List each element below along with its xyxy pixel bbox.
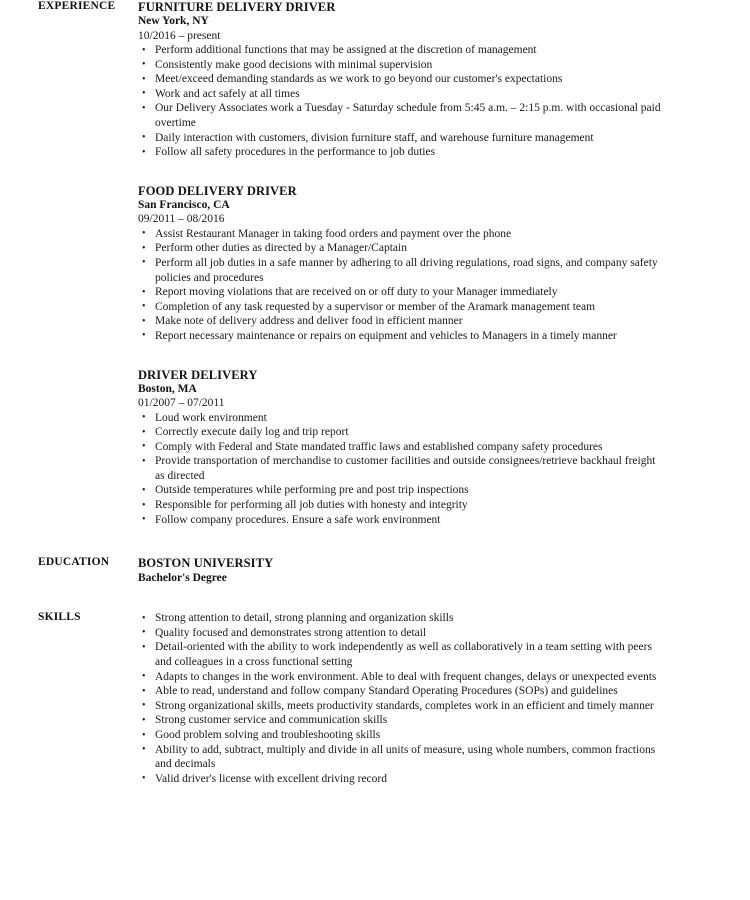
job-bullet: • Follow all safety procedures in the performance to job duties <box>138 145 665 160</box>
job-bullet-list <box>138 43 665 160</box>
experience-content <box>138 0 713 527</box>
skill-bullet: • Able to read, understand and follow company Standard Operating Procedures (SOPs) and guidelines <box>138 684 665 699</box>
job-bullet: • Correctly execute daily log and trip report <box>138 425 665 440</box>
job-bullet: • Follow company procedures. Ensure a safe work environment <box>138 513 665 528</box>
job-bullet: • Make note of delivery address and deliver food in efficient manner <box>138 314 665 329</box>
skill-bullet: • Good problem solving and troubleshooting skills <box>138 728 665 743</box>
job-bullet: • Provide transportation of merchandise to customer facilities and outside consignees/retrieve backhaul freight as directed <box>138 454 665 483</box>
job-entry <box>138 184 665 344</box>
job-bullet-list <box>138 227 665 344</box>
job-entry <box>138 0 665 160</box>
job-dates: 10/2016 – present <box>138 29 221 42</box>
job-title: FOOD DELIVERY DRIVER <box>138 183 297 198</box>
section-label-skills: SKILLS <box>38 611 81 624</box>
job-bullet-list <box>138 411 665 528</box>
education-school: BOSTON UNIVERSITY <box>138 556 274 571</box>
job-bullet: • Loud work environment <box>138 411 665 426</box>
job-bullet: • Report moving violations that are received on or off duty to your Manager immediately <box>138 285 665 300</box>
job-bullet: • Responsible for performing all job duties with honesty and integrity <box>138 498 665 513</box>
skills-bullet-list <box>138 611 665 786</box>
skill-bullet: • Valid driver's license with excellent driving record <box>138 772 665 787</box>
job-entry <box>138 368 665 528</box>
job-bullet: • Perform all job duties in a safe manner by adhering to all driving regulations, road signs, and company safety policies and procedures <box>138 256 665 285</box>
skill-bullet: • Strong attention to detail, strong planning and organization skills <box>138 611 665 626</box>
education-content <box>138 556 713 586</box>
job-bullet: • Our Delivery Associates work a Tuesday - Saturday schedule from 5:45 a.m. – 2:15 p.m. with occasional paid overtime <box>138 101 665 130</box>
education-degree: Bachelor's Degree <box>138 572 227 585</box>
job-bullet: • Outside temperatures while performing pre and post trip inspections <box>138 483 665 498</box>
skill-bullet: • Strong organizational skills, meets productivity standards, completes work in an efficient and timely manner <box>138 699 665 714</box>
section-label-experience: EXPERIENCE <box>38 0 116 12</box>
section-label-education: EDUCATION <box>38 556 110 569</box>
education-section <box>0 556 750 586</box>
skill-bullet: • Strong customer service and communication skills <box>138 713 665 728</box>
job-bullet: • Meet/exceed demanding standards as we work to go beyond our customer's expectations <box>138 72 665 87</box>
skill-bullet: • Ability to add, subtract, multiply and divide in all units of measure, using whole numbers, common fractions and decimals <box>138 743 665 772</box>
job-bullet: • Daily interaction with customers, division furniture staff, and warehouse furniture management <box>138 131 665 146</box>
skill-bullet: • Quality focused and demonstrates strong attention to detail <box>138 626 665 641</box>
job-dates: 09/2011 – 08/2016 <box>138 213 225 226</box>
job-bullet: • Work and act safely at all times <box>138 87 665 102</box>
job-title: FURNITURE DELIVERY DRIVER <box>138 0 336 14</box>
job-bullet: • Consistently make good decisions with minimal supervision <box>138 58 665 73</box>
education-entry <box>138 556 665 586</box>
job-bullet: • Perform additional functions that may be assigned at the discretion of management <box>138 43 665 58</box>
job-bullet: • Assist Restaurant Manager in taking food orders and payment over the phone <box>138 227 665 242</box>
skills-section <box>0 611 750 786</box>
job-location: San Francisco, CA <box>138 198 230 211</box>
job-bullet: • Comply with Federal and State mandated traffic laws and established company safety procedures <box>138 440 665 455</box>
job-bullet: • Completion of any task requested by a supervisor or member of the Aramark management team <box>138 300 665 315</box>
skills-content <box>138 611 713 786</box>
job-title: DRIVER DELIVERY <box>138 367 258 382</box>
job-bullet: • Report necessary maintenance or repairs on equipment and vehicles to Managers in a timely manner <box>138 329 665 344</box>
job-location: Boston, MA <box>138 382 197 395</box>
job-location: New York, NY <box>138 15 209 27</box>
skill-bullet: • Adapts to changes in the work environment. Able to deal with frequent changes, delays or unexpected events <box>138 670 665 685</box>
job-dates: 01/2007 – 07/2011 <box>138 397 225 409</box>
job-bullet: • Perform other duties as directed by a Manager/Captain <box>138 241 665 256</box>
skill-bullet: • Detail-oriented with the ability to work independently as well as collaboratively in a team setting with peers and colleagues in a cross functional setting <box>138 640 665 669</box>
